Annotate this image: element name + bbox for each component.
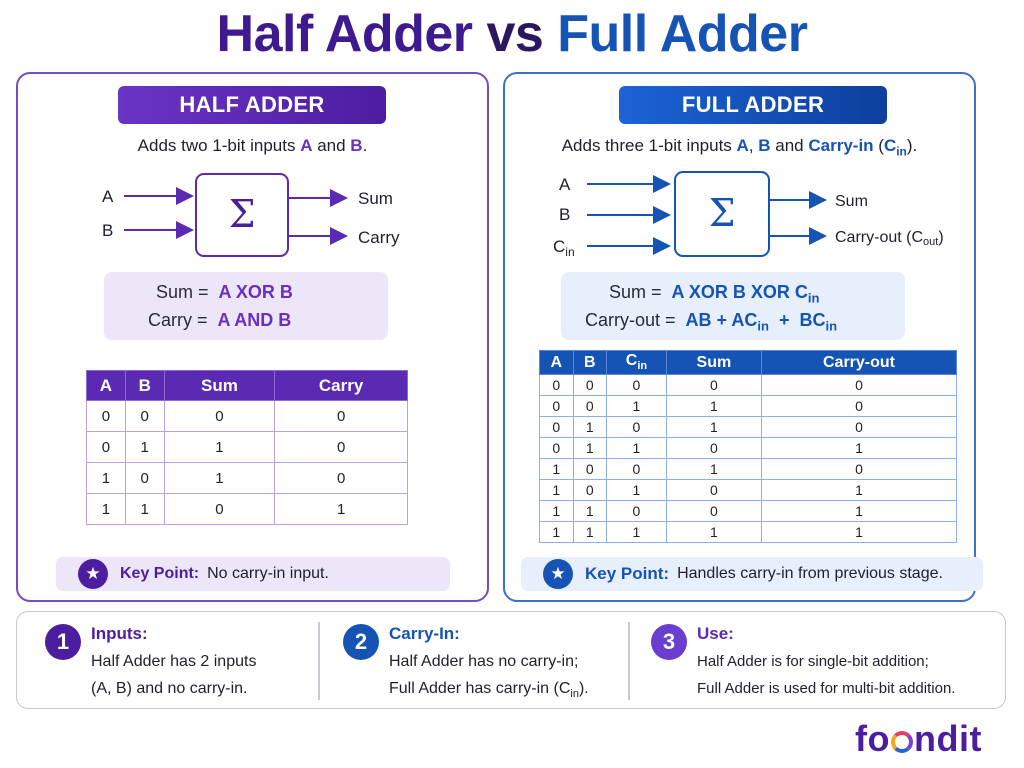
summary-heading: Use:	[697, 624, 734, 643]
table-cell: 0	[87, 401, 126, 432]
diagram-output-carry-out	[835, 229, 944, 248]
formula-carry-out	[585, 310, 837, 334]
divider	[318, 622, 320, 700]
summary-line: Half Adder has 2 inputs	[91, 653, 257, 670]
formula-key: Sum =	[609, 282, 662, 302]
table-cell: 0	[666, 480, 761, 501]
summary-line: (A, B) and no carry-in.	[91, 680, 248, 697]
table-cell: 0	[87, 432, 126, 463]
desc-text: ).	[906, 136, 918, 155]
summary-text-part: ).	[578, 680, 589, 697]
carry-out-close: )	[938, 229, 944, 246]
table-cell: 0	[666, 438, 761, 459]
table-header: A	[87, 371, 126, 401]
sigma-icon: Σ	[228, 192, 256, 236]
table-cell: 1	[762, 438, 957, 459]
table-cell: 1	[573, 501, 607, 522]
full-adder-block-diagram	[505, 164, 975, 274]
table-row	[87, 494, 408, 525]
table-row	[540, 522, 957, 543]
table-cell: 0	[762, 459, 957, 480]
desc-carry-in: Carry-in	[808, 136, 874, 155]
table-cell: 1	[87, 494, 126, 525]
table-cell: 0	[762, 417, 957, 438]
full-adder-formulas	[561, 272, 905, 340]
table-cell: 0	[573, 459, 607, 480]
full-adder-keypoint	[521, 557, 983, 591]
table-row	[87, 401, 408, 432]
cin-subscript: in	[637, 360, 648, 373]
desc-input-a: A	[736, 136, 749, 155]
formula-value: + BC	[768, 310, 826, 330]
table-cell: 0	[762, 396, 957, 417]
summary-text-part: Full Adder has carry-in (C	[389, 680, 571, 697]
logo-text: fo	[855, 718, 890, 759]
table-row	[540, 501, 957, 522]
table-cell: 0	[607, 501, 667, 522]
table-row	[540, 375, 957, 396]
desc-text: and	[770, 136, 809, 155]
summary-heading: Inputs:	[91, 624, 148, 643]
logo-ring-icon	[891, 731, 913, 753]
desc-input-b: B	[758, 136, 771, 155]
table-row	[540, 459, 957, 480]
formula-carry	[148, 310, 291, 331]
table-cell: 0	[762, 375, 957, 396]
diagram-input-b: B	[102, 221, 114, 240]
half-adder-description	[18, 136, 487, 156]
diagram-output-carry: Carry	[358, 228, 400, 247]
keypoint-label: Key Point:	[120, 565, 200, 582]
formula-subscript: in	[825, 318, 838, 334]
cin-symbol: C	[553, 237, 566, 256]
summary-line: Half Adder has no carry-in;	[389, 653, 579, 670]
table-header: Sum	[164, 371, 275, 401]
keypoint-text: Handles carry-in from previous stage.	[677, 565, 943, 582]
table-cell: 1	[125, 494, 164, 525]
title-half: Half Adder	[216, 5, 473, 63]
table-cell: 0	[540, 438, 574, 459]
divider	[628, 622, 630, 700]
table-header-row	[540, 351, 957, 375]
table-cell: 0	[666, 501, 761, 522]
keypoint-label: Key Point:	[585, 564, 670, 583]
table-cell: 1	[607, 522, 667, 543]
table-row	[540, 417, 957, 438]
table-cell: 1	[762, 522, 957, 543]
table-cell: 1	[607, 396, 667, 417]
table-header: B	[573, 351, 607, 375]
carry-out-text: Carry-out (C	[835, 229, 924, 246]
diagram-input-cin	[553, 237, 575, 259]
table-cell: 0	[666, 375, 761, 396]
cin-subscript: in	[570, 688, 579, 701]
table-header: Sum	[666, 351, 761, 375]
desc-input-a: A	[300, 136, 313, 155]
table-cell: 0	[540, 375, 574, 396]
sigma-icon: Σ	[708, 191, 736, 235]
table-cell: 0	[607, 459, 667, 480]
carry-out-subscript: out	[923, 236, 939, 248]
table-cell: 1	[666, 522, 761, 543]
table-cell: 0	[607, 417, 667, 438]
desc-cin-symbol: C	[883, 136, 897, 155]
logo-text: ndit	[913, 718, 982, 759]
summary-heading: Carry-In:	[389, 624, 460, 643]
table-cell: 0	[275, 401, 408, 432]
table-cell: 0	[275, 463, 408, 494]
table-cell: 1	[87, 463, 126, 494]
half-adder-banner: HALF ADDER	[118, 86, 386, 124]
table-cell: 1	[666, 396, 761, 417]
title-vs: vs	[486, 5, 544, 63]
summary-line: Half Adder is for single-bit addition;	[697, 653, 929, 670]
table-cell: 1	[275, 494, 408, 525]
desc-text: and	[312, 136, 351, 155]
formula-sum	[156, 282, 293, 303]
desc-input-b: B	[350, 136, 363, 155]
cin-symbol: C	[625, 352, 638, 370]
table-header-row	[87, 371, 408, 401]
desc-text: (	[873, 136, 884, 155]
formula-value: AB + AC	[685, 310, 758, 330]
formula-key: Carry-out =	[585, 310, 676, 330]
summary-line	[389, 675, 679, 708]
table-cell: 1	[540, 522, 574, 543]
table-cell: 1	[607, 438, 667, 459]
table-row	[540, 480, 957, 501]
summary-text	[91, 624, 381, 702]
table-row	[87, 432, 408, 463]
half-adder-block-diagram	[18, 164, 488, 264]
table-cell: 1	[573, 417, 607, 438]
keypoint-text: No carry-in input.	[207, 565, 329, 582]
formula-value: A XOR B	[218, 282, 293, 302]
star-icon: ★	[543, 559, 573, 589]
half-adder-formulas	[104, 272, 388, 340]
table-cell: 1	[666, 417, 761, 438]
table-cell: 0	[573, 480, 607, 501]
table-cell: 1	[607, 480, 667, 501]
table-row	[87, 463, 408, 494]
foundit-logo	[855, 718, 982, 760]
table-header-cin	[607, 351, 667, 375]
summary-text	[697, 624, 1017, 702]
summary-line: Full Adder is used for multi-bit addition.	[697, 680, 956, 697]
table-header: Carry	[275, 371, 408, 401]
table-cell: 1	[540, 459, 574, 480]
star-icon: ★	[78, 559, 108, 589]
table-header: A	[540, 351, 574, 375]
table-cell: 1	[666, 459, 761, 480]
diagram-input-b: B	[559, 205, 571, 224]
full-adder-banner: FULL ADDER	[619, 86, 887, 124]
formula-subscript: in	[807, 290, 820, 306]
table-row	[540, 438, 957, 459]
full-adder-panel	[503, 72, 976, 602]
table-cell: 1	[573, 438, 607, 459]
diagram-input-a: A	[102, 187, 114, 206]
table-cell: 0	[164, 401, 275, 432]
table-cell: 1	[573, 522, 607, 543]
half-adder-truth-table	[86, 370, 408, 525]
formula-value: A XOR B XOR C	[671, 282, 808, 302]
number-badge: 3	[651, 624, 687, 660]
desc-cin-subscript: in	[896, 144, 907, 159]
table-cell: 0	[540, 396, 574, 417]
formula-subscript: in	[757, 318, 769, 334]
diagram-output-sum: Sum	[358, 189, 393, 208]
half-adder-keypoint	[56, 557, 450, 591]
table-cell: 1	[125, 432, 164, 463]
full-adder-truth-table	[539, 350, 957, 543]
table-row	[540, 396, 957, 417]
formula-key: Sum =	[156, 282, 209, 302]
formula-key: Carry =	[148, 310, 208, 330]
comparison-summary	[16, 611, 1006, 709]
table-header: Carry-out	[762, 351, 957, 375]
table-cell: 0	[607, 375, 667, 396]
desc-text: Adds three 1-bit inputs	[561, 136, 737, 155]
table-cell: 1	[164, 432, 275, 463]
table-cell: 1	[762, 480, 957, 501]
cin-subscript: in	[565, 245, 575, 259]
diagram-input-a: A	[559, 175, 571, 194]
half-adder-panel	[16, 72, 489, 602]
table-cell: 0	[275, 432, 408, 463]
page-title	[0, 4, 1024, 64]
table-header: B	[125, 371, 164, 401]
table-cell: 1	[540, 480, 574, 501]
table-cell: 1	[540, 501, 574, 522]
summary-text	[389, 624, 679, 708]
desc-text: ,	[748, 136, 759, 155]
formula-sum	[609, 282, 819, 306]
formula-value: A AND B	[217, 310, 292, 330]
number-badge: 1	[45, 624, 81, 660]
diagram-output-sum: Sum	[835, 193, 868, 210]
table-cell: 0	[540, 417, 574, 438]
full-adder-description	[505, 136, 974, 158]
desc-text: Adds two 1-bit inputs	[137, 136, 301, 155]
desc-text: .	[362, 136, 368, 155]
table-cell: 0	[573, 396, 607, 417]
number-badge: 2	[343, 624, 379, 660]
table-cell: 0	[573, 375, 607, 396]
table-cell: 1	[762, 501, 957, 522]
full-table-body	[540, 375, 957, 543]
table-cell: 1	[164, 463, 275, 494]
table-cell: 0	[125, 401, 164, 432]
table-cell: 0	[125, 463, 164, 494]
title-full: Full Adder	[557, 5, 808, 63]
table-cell: 0	[164, 494, 275, 525]
